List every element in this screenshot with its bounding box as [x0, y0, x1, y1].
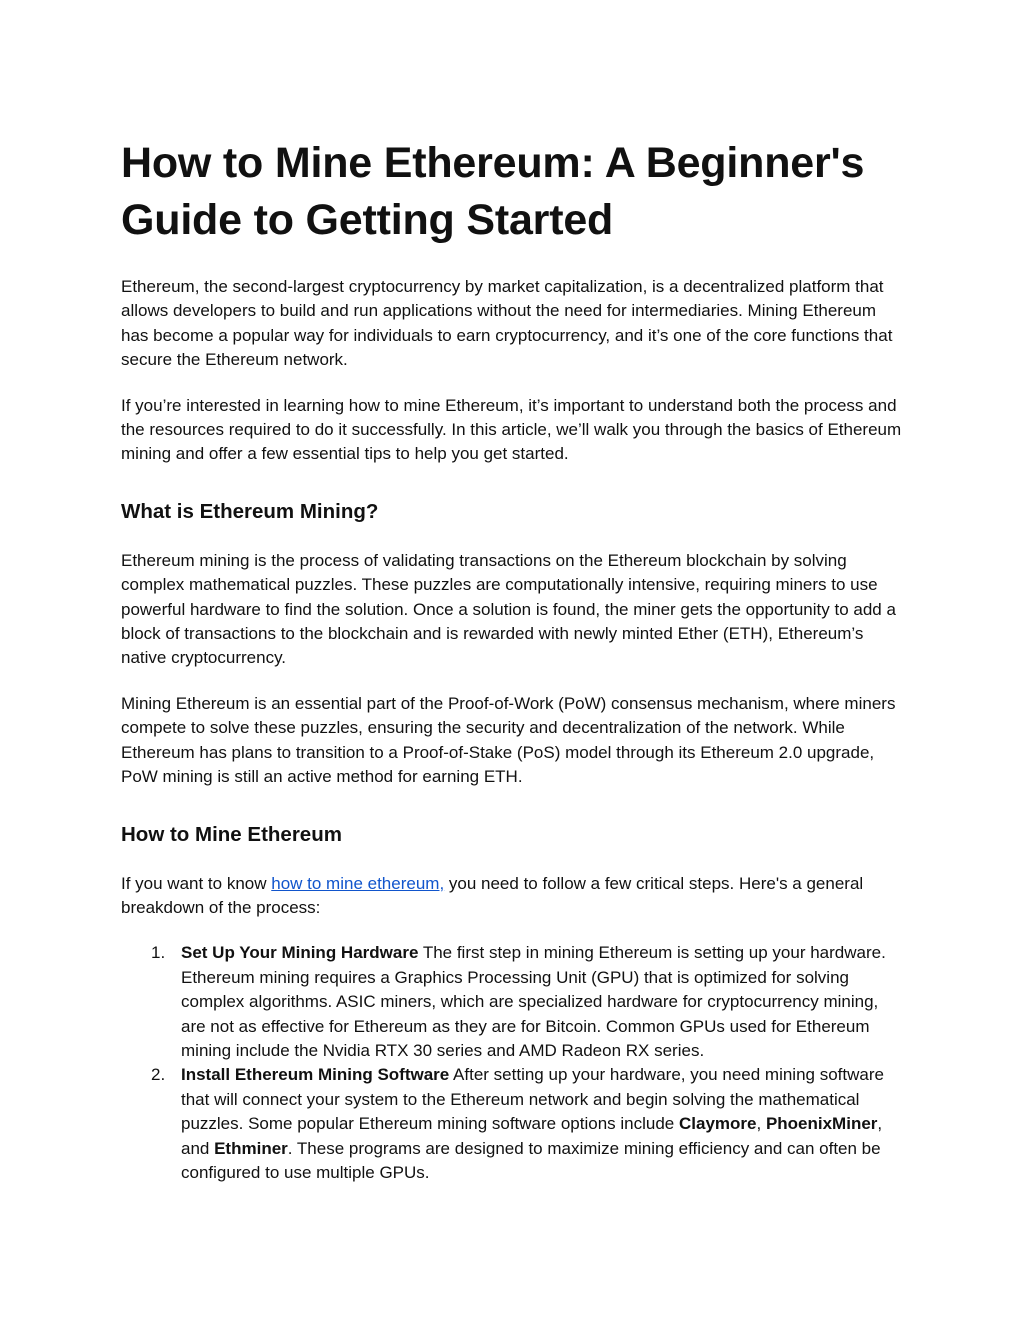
intro-paragraph-1: Ethereum, the second-largest cryptocurrency by market capitalization, is a decentralized platform that allows developers to build and run applications without the need for intermediaries. Mining Ethereum has become a popular way for individuals to earn cryptocurrency, and it’s one of the core functions that secure the Ethereum network.: [121, 277, 893, 370]
software-name-claymore: Claymore: [679, 1114, 757, 1134]
list-item-number: 2.: [151, 1065, 166, 1085]
intro-paragraph-2: If you’re interested in learning how to mine Ethereum, it’s important to understand both the process and the resources required to do it successfully. In this article, we’ll walk you through the basics of Ethereum mining and offer a few essential tips to help you get started.: [121, 395, 902, 464]
page-title: How to Mine Ethereum: A Beginner's Guide to Getting Started: [121, 139, 865, 244]
list-item-number: 1.: [151, 943, 166, 963]
separator: ,: [756, 1114, 766, 1134]
how-to-mine-ethereum-link[interactable]: how to mine ethereum,: [271, 873, 445, 893]
step-title: Install Ethereum Mining Software: [181, 1065, 450, 1085]
how-to-intro-paragraph: [121, 872, 904, 921]
step-text: The first step in mining Ethereum is setting up your hardware. Ethereum mining requires a Graphics Processing Unit (GPU) that is optimized for solving complex algorithms. ASIC miners, which are specialized hardware for cryptocurrency mining, are not as effective for Ethereum as they are for Bitcoin. Common GPUs used for Ethereum mining include the Nvidia RTX 30 series and AMD Radeon RX series.: [181, 943, 886, 1060]
software-name-ethminer: Ethminer: [214, 1138, 288, 1158]
intro-text-after: you need to follow a few critical steps. Here's a general breakdown of the process:: [121, 873, 864, 917]
intro-text-before: If you want to know: [121, 873, 272, 893]
steps-list: [121, 941, 904, 1185]
separator: , and: [181, 1114, 883, 1158]
step-text: . These programs are designed to maximize mining efficiency and can often be configured to use multiple GPUs.: [181, 1138, 881, 1182]
mining-paragraph-2: Mining Ethereum is an essential part of the Proof-of-Work (PoW) consensus mechanism, where miners compete to solve these puzzles, ensuring the security and decentralization of the network. While Ethereum has plans to transition to a Proof-of-Stake (PoS) model through its Ethereum 2.0 upgrade, PoW mining is still an active method for earning ETH.: [121, 693, 896, 787]
list-item: [121, 1063, 904, 1185]
step-text: After setting up your hardware, you need mining software that will connect your system to the Ethereum network and begin solving the mathematical puzzles. Some popular Ethereum mining software options include: [181, 1065, 884, 1134]
step-title: Set Up Your Mining Hardware: [181, 943, 419, 963]
section-heading-how-to-mine: How to Mine Ethereum: [121, 822, 342, 846]
software-name-phoenixminer: PhoenixMiner: [765, 1114, 878, 1134]
section-heading-what-is-mining: What is Ethereum Mining?: [121, 499, 379, 523]
list-item: [121, 941, 904, 1063]
mining-paragraph-1: Ethereum mining is the process of validating transactions on the Ethereum blockchain by solving complex mathematical puzzles. These puzzles are computationally intensive, requiring miners to use powerful hardware to find the solution. Once a solution is found, the miner gets the opportunity to add a block of transactions to the blockchain and is rewarded with newly minted Ether (ETH), Ethereum’s native cryptocurrency.: [121, 550, 896, 668]
